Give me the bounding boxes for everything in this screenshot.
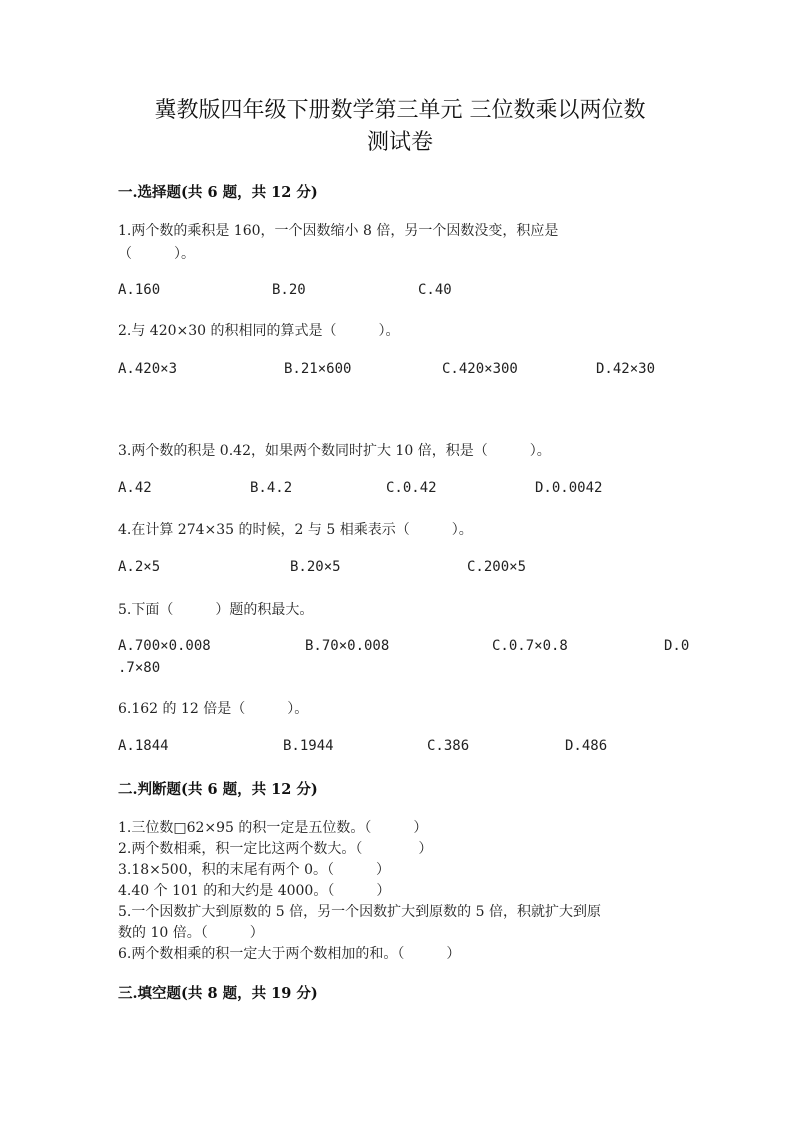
question-6-option-a: A.1844 (118, 738, 169, 754)
question-3-option-c: C.0.42 (386, 480, 437, 496)
question-2-text: 2.与 420×30 的积相同的算式是（ ）。 (118, 323, 400, 339)
question-5-option-d-cont: .7×80 (118, 660, 161, 676)
question-3-option-d: D.0.0042 (535, 480, 603, 496)
exam-title-line1: 冀教版四年级下册数学第三单元 三位数乘以两位数 (154, 98, 646, 123)
question-5-option-c: C.0.7×0.8 (492, 638, 568, 654)
question-6-option-c: C.386 (427, 738, 470, 754)
judge-item-2: 2.两个数相乘，积一定比这两个数大。（ ） (118, 841, 433, 857)
question-5-text: 5.下面（ ）题的积最大。 (118, 602, 314, 618)
judge-item-1: 1.三位数□62×95 的积一定是五位数。（ ） (118, 820, 428, 836)
section-heading-fill: 三.填空题(共 8 题，共 19 分) (118, 985, 318, 1002)
question-2-option-a: A.420×3 (118, 361, 178, 377)
question-2-option-b: B.21×600 (284, 361, 352, 377)
question-5-option-d: D.0 (664, 638, 690, 654)
question-3-option-b: B.4.2 (250, 480, 293, 496)
question-1-option-b: B.20 (272, 282, 306, 298)
question-1-text-cont: （ ）。 (118, 246, 195, 262)
judge-item-5-cont: 数的 10 倍。（ ） (118, 925, 264, 941)
question-2-option-d: D.42×30 (596, 361, 656, 377)
question-4-text: 4.在计算 274×35 的时候，2 与 5 相乘表示（ ）。 (118, 522, 473, 538)
question-1-text: 1.两个数的乘积是 160，一个因数缩小 8 倍，另一个因数没变，积应是 (118, 223, 559, 239)
exam-title-line2: 测试卷 (366, 130, 433, 155)
judge-item-4: 4.40 个 101 的和大约是 4000。（ ） (118, 883, 391, 899)
section-heading-judge: 二.判断题(共 6 题，共 12 分) (118, 781, 318, 798)
judge-item-3: 3.18×500，积的末尾有两个 0。（ ） (118, 862, 390, 878)
question-1-option-a: A.160 (118, 282, 161, 298)
question-4-option-a: A.2×5 (118, 559, 161, 575)
question-2-option-c: C.420×300 (442, 361, 518, 377)
question-4-option-b: B.20×5 (290, 559, 341, 575)
question-3-text: 3.两个数的积是 0.42，如果两个数同时扩大 10 倍，积是（ ）。 (118, 443, 551, 459)
judge-item-6: 6.两个数相乘的积一定大于两个数相加的和。（ ） (118, 946, 461, 962)
question-5-option-a: A.700×0.008 (118, 638, 211, 654)
question-5-option-b: B.70×0.008 (305, 638, 390, 654)
section-heading-choice: 一.选择题(共 6 题，共 12 分) (118, 184, 318, 201)
question-6-text: 6.162 的 12 倍是（ ）。 (118, 701, 309, 717)
question-6-option-d: D.486 (565, 738, 608, 754)
question-3-option-a: A.42 (118, 480, 152, 496)
question-6-option-b: B.1944 (283, 738, 334, 754)
question-1-option-c: C.40 (418, 282, 452, 298)
question-4-option-c: C.200×5 (467, 559, 527, 575)
judge-item-5: 5.一个因数扩大到原数的 5 倍，另一个因数扩大到原数的 5 倍，积就扩大到原 (118, 904, 601, 920)
